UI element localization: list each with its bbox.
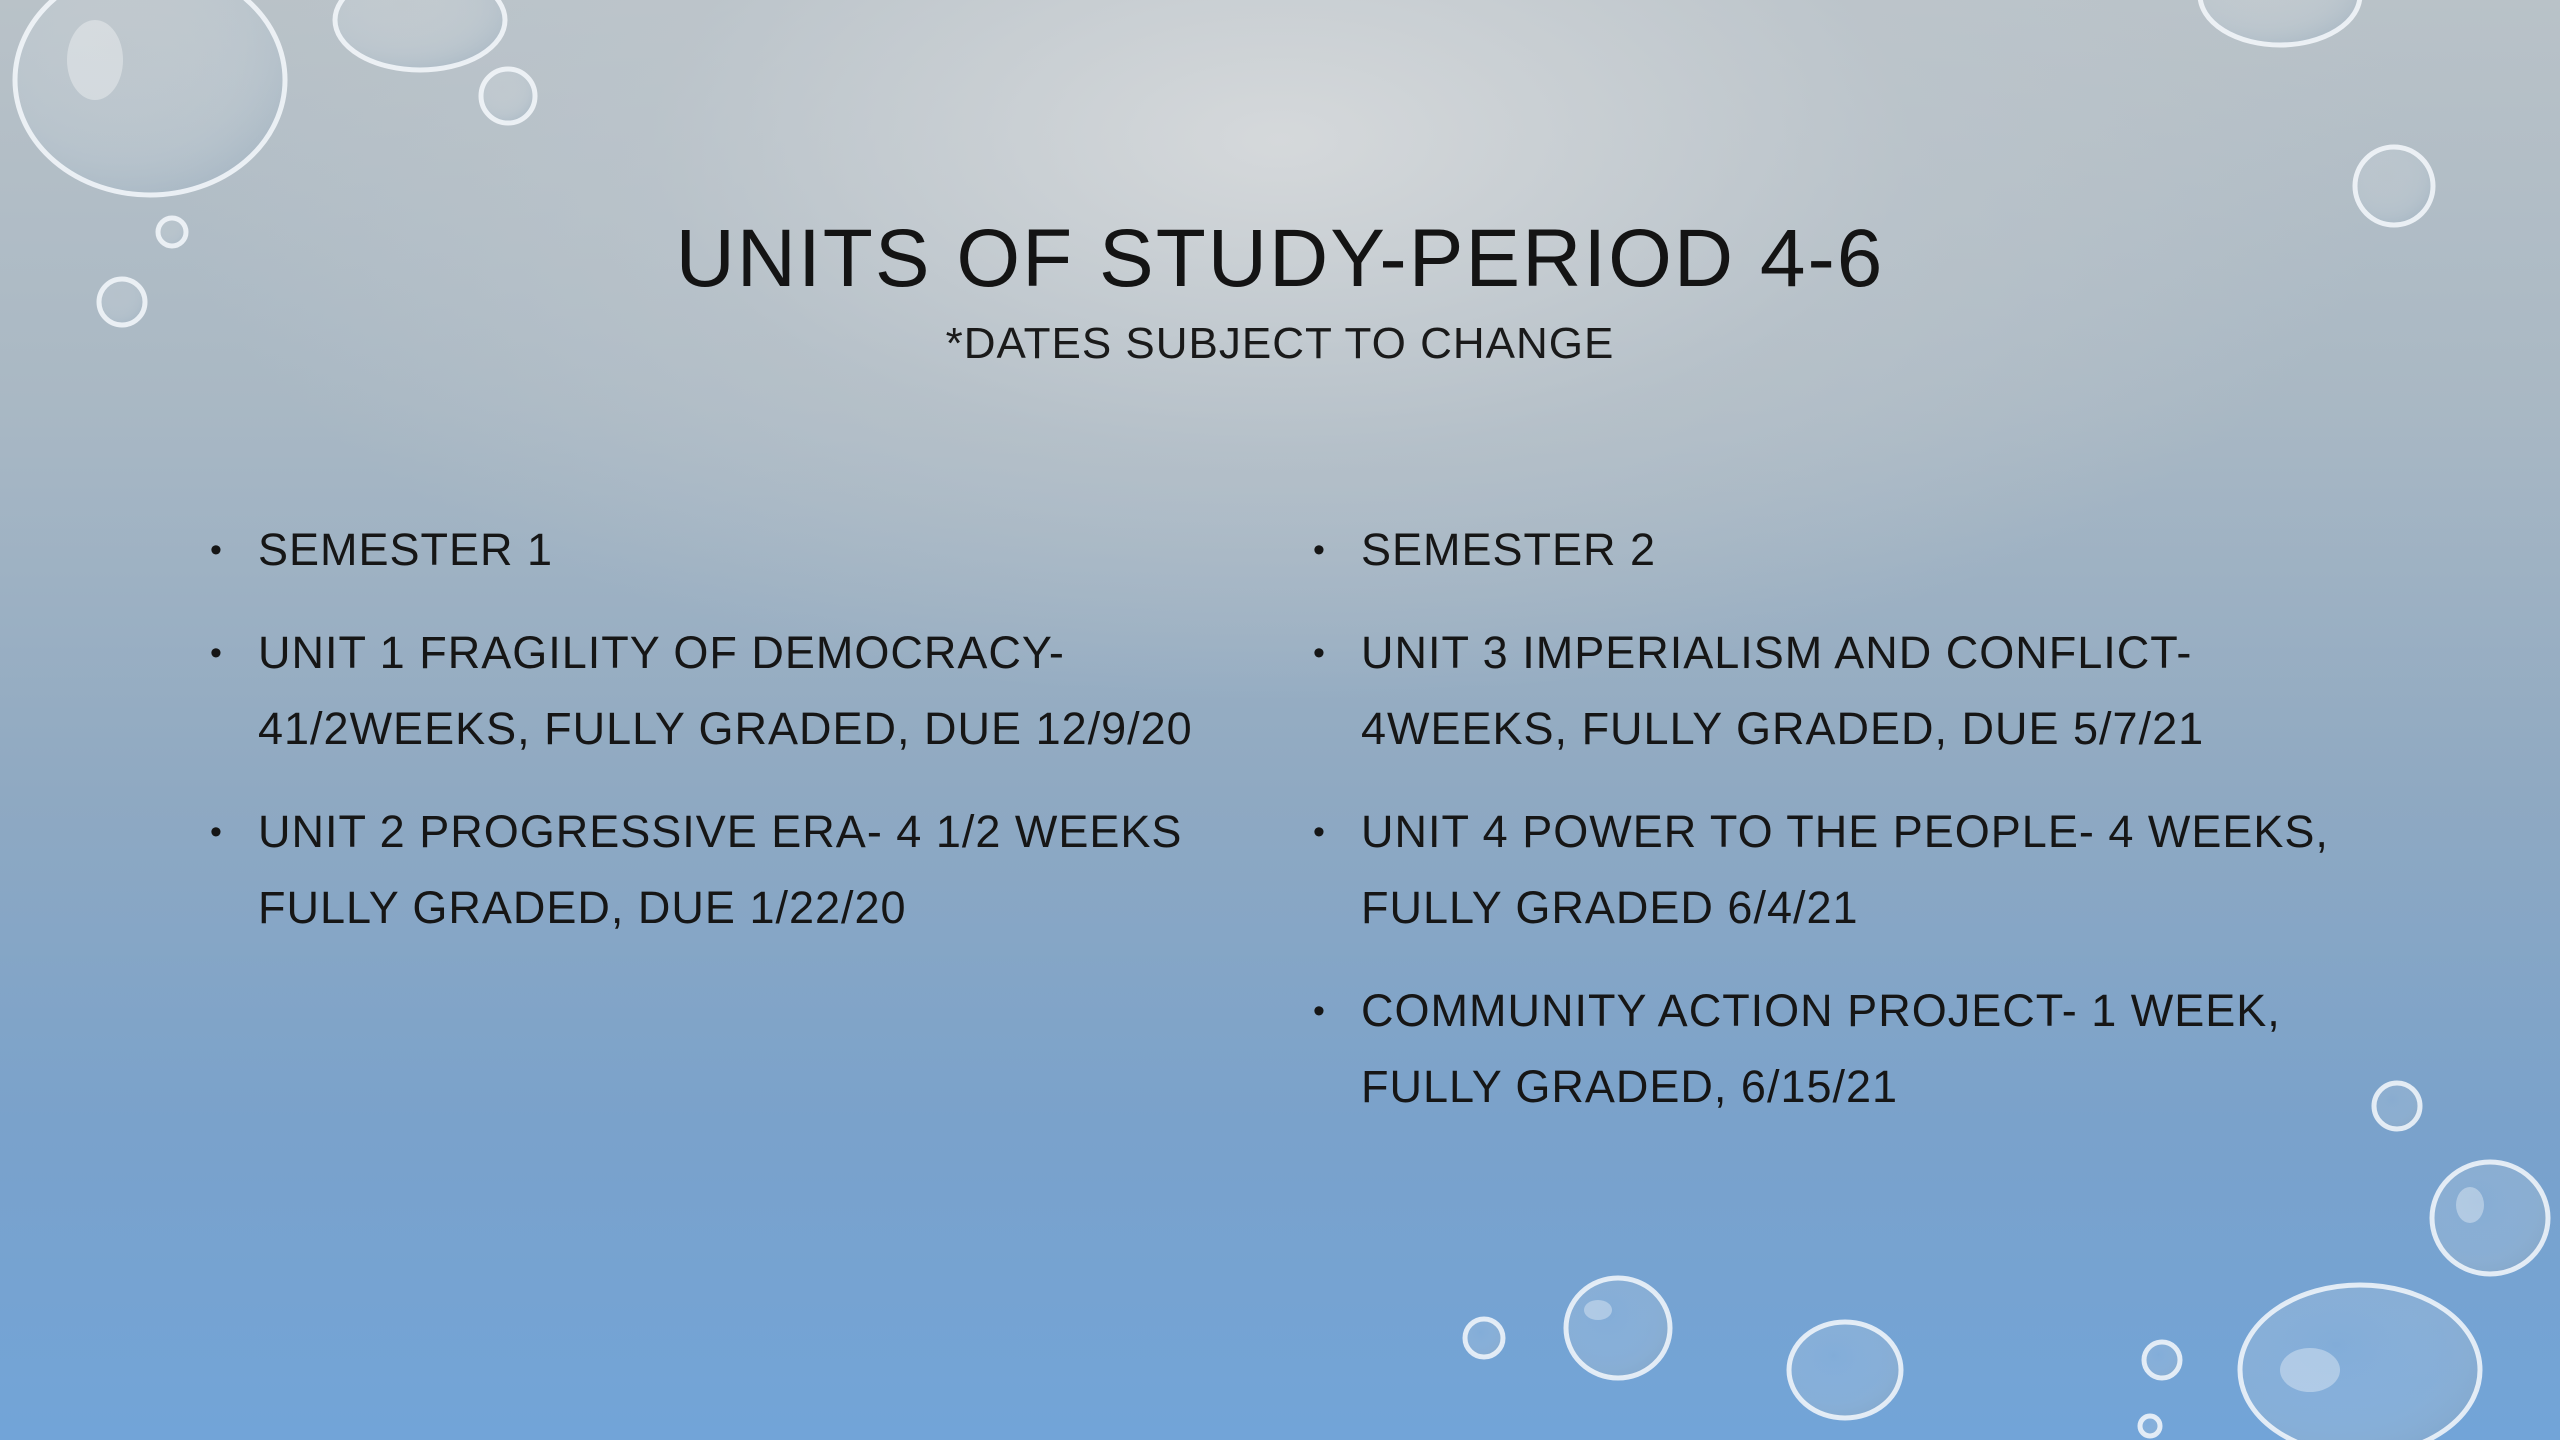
- semester-2-list: [1313, 512, 2373, 1152]
- droplet: [2200, 0, 2360, 45]
- item-line: SEMESTER 2: [1361, 524, 1657, 575]
- droplet-highlight: [1584, 1300, 1612, 1320]
- slide-title: UNITS OF STUDY-PERIOD 4-6: [675, 213, 1885, 304]
- list-item-unit-2: [210, 794, 1270, 946]
- item-line: FULLY GRADED, DUE 1/22/20: [258, 882, 907, 933]
- bullet-icon: •: [210, 813, 223, 851]
- item-line: 4WEEKS, FULLY GRADED, DUE 5/7/21: [1361, 703, 2205, 754]
- droplet-small: [2374, 1083, 2420, 1129]
- list-item-semester-2: [1313, 512, 2373, 588]
- droplet-large: [2240, 1285, 2480, 1440]
- droplet-highlight: [67, 20, 123, 100]
- droplet-large: [15, 0, 285, 195]
- list-item-unit-4: [1313, 794, 2373, 946]
- droplet: [2355, 147, 2433, 225]
- droplet-highlight: [2280, 1348, 2340, 1392]
- item-line: 41/2WEEKS, FULLY GRADED, DUE 12/9/20: [258, 703, 1193, 754]
- droplet: [2432, 1162, 2548, 1274]
- slide-subtitle: *DATES SUBJECT TO CHANGE: [945, 319, 1615, 368]
- bullet-icon: •: [1313, 813, 1326, 851]
- droplet-small: [2144, 1342, 2180, 1378]
- bullet-icon: •: [210, 531, 223, 569]
- item-line: UNIT 4 POWER TO THE PEOPLE- 4 WEEKS,: [1361, 806, 2329, 857]
- item-line: FULLY GRADED 6/4/21: [1361, 882, 1859, 933]
- bullet-icon: •: [1313, 992, 1326, 1030]
- droplet-small: [1465, 1319, 1503, 1357]
- bullet-icon: •: [1313, 531, 1326, 569]
- droplet-group-top-right: [2200, 0, 2433, 225]
- item-line: UNIT 2 PROGRESSIVE ERA- 4 1/2 WEEKS: [258, 806, 1183, 857]
- bullet-icon: •: [210, 634, 223, 672]
- list-item-unit-1: [210, 615, 1270, 767]
- droplet: [335, 0, 505, 70]
- semester-1-list: [210, 512, 1270, 973]
- list-item-unit-3: [1313, 615, 2373, 767]
- list-item-semester-1: [210, 512, 1270, 588]
- droplet: [1566, 1278, 1670, 1378]
- item-line: FULLY GRADED, 6/15/21: [1361, 1061, 1899, 1112]
- droplet: [1789, 1322, 1901, 1418]
- item-line: UNIT 3 IMPERIALISM AND CONFLICT-: [1361, 627, 2193, 678]
- droplet-highlight: [2456, 1187, 2484, 1223]
- item-line: COMMUNITY ACTION PROJECT- 1 WEEK,: [1361, 985, 2281, 1036]
- droplet-small: [481, 69, 535, 123]
- item-line: SEMESTER 1: [258, 524, 554, 575]
- list-item-community-action-project: [1313, 973, 2373, 1125]
- droplet-small: [2140, 1416, 2160, 1436]
- item-line: UNIT 1 FRAGILITY OF DEMOCRACY-: [258, 627, 1065, 678]
- bullet-icon: •: [1313, 634, 1326, 672]
